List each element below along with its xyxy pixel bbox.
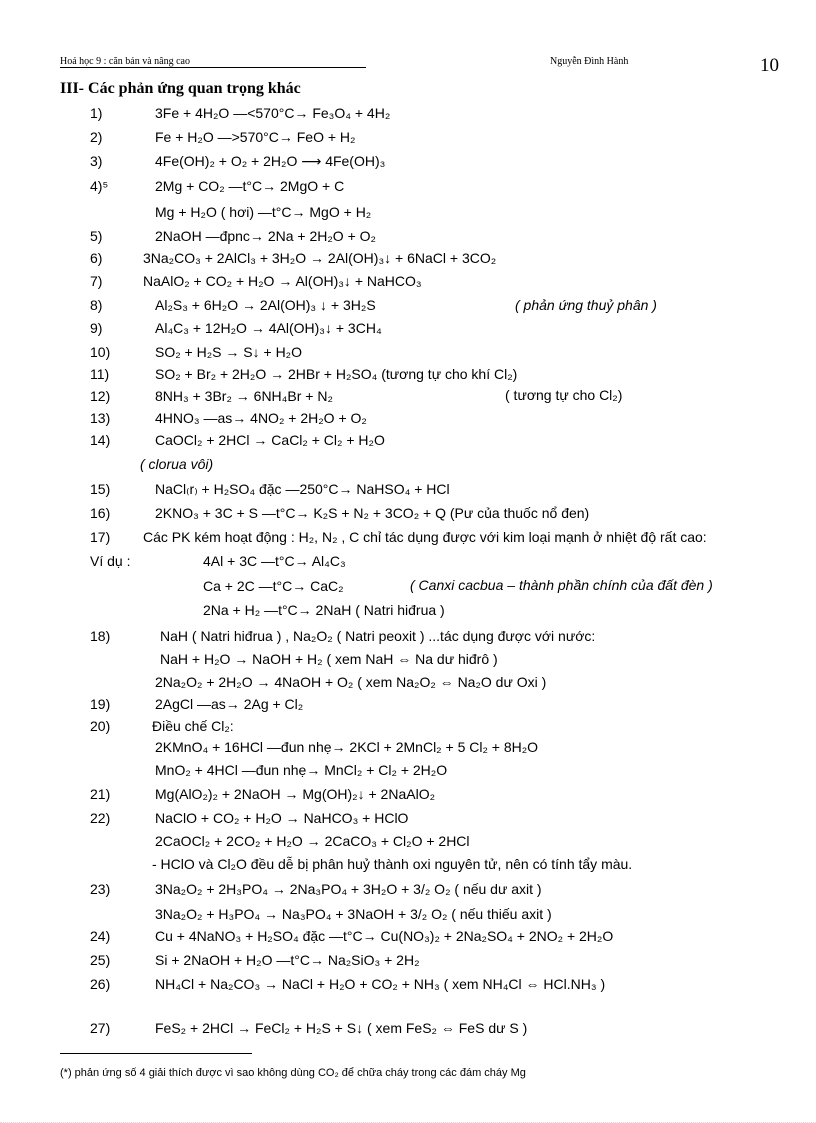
reaction-number: 16) [90,505,111,521]
reaction-number: 23) [90,881,111,897]
reaction-number: 8) [90,297,103,313]
reaction-number: 10) [90,344,111,360]
footnote-rule [60,1053,252,1054]
reaction-number: 2) [90,129,103,145]
reaction-equation: NaAlO₂ + CO₂ + H₂O → Al(OH)₃↓ + NaHCO₃ [143,273,422,289]
reaction-number: 17) [90,529,111,545]
reaction-equation: 2KNO₃ + 3C + S —t°C→ K₂S + N₂ + 3CO₂ + Q (Pư của thuốc nổ đen) [155,505,590,521]
reaction-equation: Si + 2NaOH + H₂O —t°C→ Na₂SiO₃ + 2H₂ [155,952,420,968]
reaction-equation: Al₄C₃ + 12H₂O → 4Al(OH)₃↓ + 3CH₄ [155,320,382,336]
reaction-equation: Al₂S₃ + 6H₂O → 2Al(OH)₃ ↓ + 3H₂S [155,297,376,313]
reaction-number: 20) [90,718,111,734]
reaction-number: 13) [90,410,111,426]
reaction-equation: Mg + H₂O ( hơi) —t°C→ MgO + H₂ [155,204,372,220]
reaction-equation: 2AgCl —as→ 2Ag + Cl₂ [155,696,304,712]
section-title: III- Các phản ứng quan trọng khác [60,80,301,97]
reaction-equation: 3Fe + 4H₂O —<570°C→ Fe₃O₄ + 4H₂ [155,105,391,121]
reaction-equation: 8NH₃ + 3Br₂ → 6NH₄Br + N₂ [155,388,333,404]
reaction-number: 7) [90,273,103,289]
reaction-equation: 2CaOCl₂ + 2CO₂ + H₂O → 2CaCO₃ + Cl₂O + 2HCl [155,833,470,849]
page-number: 10 [760,55,779,76]
footnote: (*) phản ứng số 4 giải thích được vì sao không dùng CO₂ để chữa cháy trong các đám cháy Mg [60,1067,526,1079]
note-calcium-carbide: ( Canxi cacbua – thành phần chính của đất đèn ) [410,577,713,593]
reaction-equation: - HClO và Cl₂O đều dễ bị phân huỷ thành oxi nguyên tử, nên có tính tẩy màu. [152,856,633,872]
reaction-number: 26) [90,976,111,992]
reaction-equation: MnO₂ + 4HCl —đun nhẹ→ MnCl₂ + Cl₂ + 2H₂O [155,762,448,778]
reaction-number: 25) [90,952,111,968]
reaction-equation: Mg(AlO₂)₂ + 2NaOH → Mg(OH)₂↓ + 2NaAlO₂ [155,786,436,802]
reaction-equation: NaH ( Natri hiđrua ) , Na₂O₂ ( Natri peoxit ) ...tác dụng được với nước: [160,628,596,644]
reaction-equation: CaOCl₂ + 2HCl → CaCl₂ + Cl₂ + H₂O [155,432,385,448]
reaction-equation: Điều chế Cl₂: [152,718,234,734]
note-hydrolysis: ( phản ứng thuỷ phân ) [515,297,657,313]
reaction-number: 19) [90,696,111,712]
reaction-equation: Fe + H₂O —>570°C→ FeO + H₂ [155,129,356,145]
reaction-number: 3) [90,153,103,169]
reaction-equation: Cu + 4NaNO₃ + H₂SO₄ đặc —t°C→ Cu(NO₃)₂ + 2Na₂SO₄ + 2NO₂ + 2H₂O [155,928,614,944]
reaction-equation: 2Na + H₂ —t°C→ 2NaH ( Natri hiđrua ) [203,602,445,618]
reaction-equation: 3Na₂O₂ + 2H₃PO₄ → 2Na₃PO₄ + 3H₂O + 3/₂ O₂ ( nếu dư axit ) [155,881,542,897]
reaction-equation: 3Na₂CO₃ + 2AlCl₃ + 3H₂O → 2Al(OH)₃↓ + 6NaCl + 3CO₂ [143,250,497,266]
reaction-equation: SO₂ + H₂S → S↓ + H₂O [155,344,303,360]
reaction-equation: 2Na₂O₂ + 2H₂O → 4NaOH + O₂ ( xem Na₂O₂ ⇔ Na₂O dư Oxi ) [155,674,547,690]
note-cl2: ( tương tự cho Cl₂) [505,387,623,403]
reaction-number: Ví dụ : [90,553,131,569]
reaction-equation: Các PK kém hoạt động : H₂, N₂ , C chỉ tác dụng được với kim loại mạnh ở nhiệt độ rất cao: [143,529,707,545]
reaction-number: 4)⁵ [90,178,109,194]
reaction-equation: FeS₂ + 2HCl → FeCl₂ + H₂S + S↓ ( xem FeS₂ ⇔ FeS dư S ) [155,1020,528,1036]
reaction-equation: NaH + H₂O → NaOH + H₂ ( xem NaH ⇔ Na dư hiđrô ) [160,651,498,667]
reaction-equation: NaCl₍r₎ + H₂SO₄ đặc —250°C→ NaHSO₄ + HCl [155,481,450,497]
reaction-number: 12) [90,388,111,404]
reaction-equation: 2KMnO₄ + 16HCl —đun nhẹ→ 2KCl + 2MnCl₂ + 5 Cl₂ + 8H₂O [155,739,539,755]
reaction-number: 11) [90,366,110,382]
reaction-equation: NH₄Cl + Na₂CO₃ → NaCl + H₂O + CO₂ + NH₃ ( xem NH₄Cl ⇔ HCl.NH₃ ) [155,976,606,992]
reaction-equation: 3Na₂O₂ + H₃PO₄ → Na₃PO₄ + 3NaOH + 3/₂ O₂ ( nếu thiếu axit ) [155,906,552,922]
reaction-number: 22) [90,810,111,826]
reaction-number: 14) [90,432,111,448]
reaction-equation: 2NaOH —đpnc→ 2Na + 2H₂O + O₂ [155,228,376,244]
reaction-equation: 4Al + 3C —t°C→ Al₄C₃ [203,553,346,569]
reaction-number: 1) [90,105,103,121]
reaction-equation: 4HNO₃ —as→ 4NO₂ + 2H₂O + O₂ [155,410,367,426]
reaction-number: 18) [90,628,111,644]
reaction-number: 21) [90,786,111,802]
reaction-equation: Ca + 2C —t°C→ CaC₂ [203,578,344,594]
reaction-equation: SO₂ + Br₂ + 2H₂O → 2HBr + H₂SO₄ (tương tự cho khí Cl₂) [155,366,518,382]
reaction-equation: 4Fe(OH)₂ + O₂ + 2H₂O ⟶ 4Fe(OH)₃ [155,153,386,169]
reaction-number: 9) [90,320,103,336]
reaction-number: 6) [90,250,103,266]
reaction-number: 15) [90,481,111,497]
reaction-equation: 2Mg + CO₂ —t°C→ 2MgO + C [155,178,345,194]
header-left: Hoá học 9 : căn bản và nâng cao [60,56,190,67]
header-rule [60,67,366,68]
reaction-equation: NaClO + CO₂ + H₂O → NaHCO₃ + HClO [155,810,409,826]
note-chlorinated-lime: ( clorua vôi) [140,456,214,472]
header-author: Nguyễn Đình Hành [550,56,629,67]
reaction-number: 24) [90,928,111,944]
reaction-number: 27) [90,1020,111,1036]
reaction-number: 5) [90,228,103,244]
